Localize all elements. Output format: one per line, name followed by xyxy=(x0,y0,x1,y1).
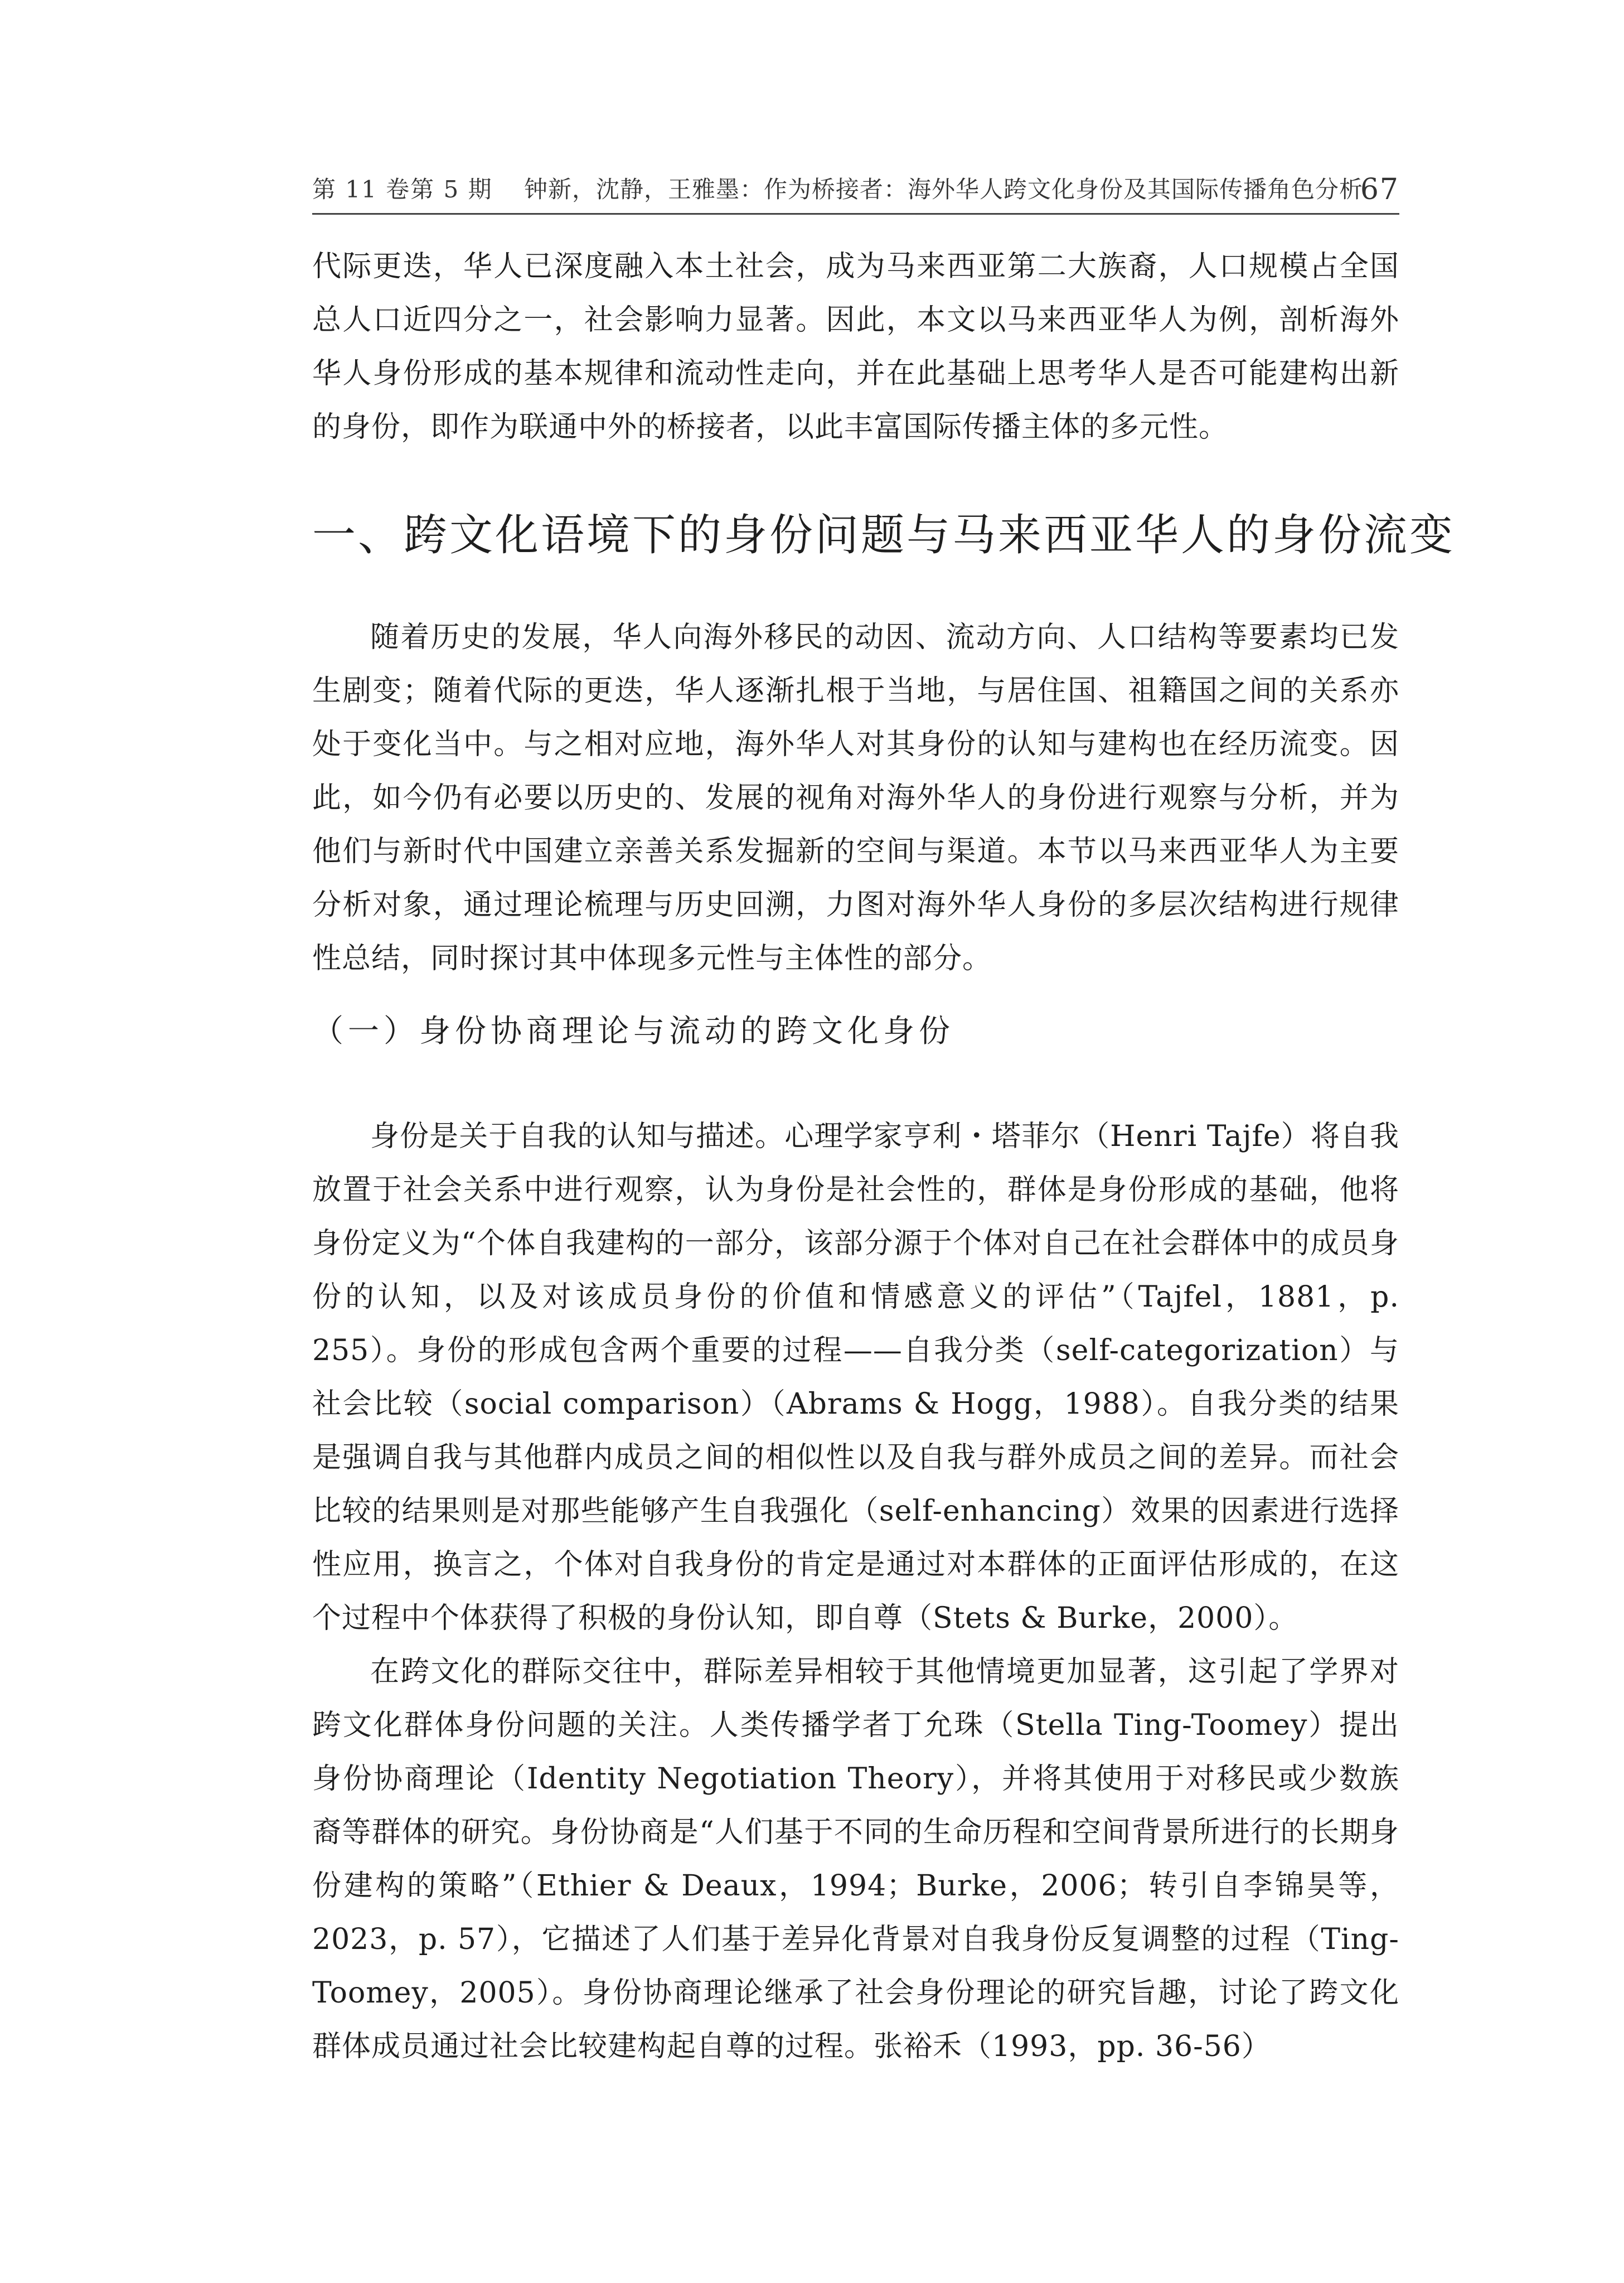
page-number: 67 xyxy=(1360,173,1399,206)
article-info: 钟新，沈静，王雅墨：作为桥接者：海外华人跨文化身份及其国际传播角色分析 xyxy=(524,176,1364,203)
subsection-heading: （一）身份协商理论与流动的跨文化身份 xyxy=(312,1013,954,1049)
journal-issue: 第 11 卷第 5 期 xyxy=(312,176,493,203)
paragraph-identity: 身份是关于自我的认知与描述。心理学家亨利・塔菲尔（Henri Tajfe）将自我放置于社会关系中进行观察，认为身份是社会性的，群体是身份形成的基础，他将身份定义为“个体自我建构的一部分，该部分源于个体对自己在社会群体中的成员身份的认知，以及对该成员身份的价值和情感意义的评估”（Tajfel，1881，p. 255）。身份的形成包含两个重要的过程——自我分类（self-categorization）与社会比较（social comparison）（Abrams & Hogg，1988）。自我分类的结果是强调自我与其他群内成员之间的相似性以及自我与群外成员之间的差异。而社会比较的结果则是对那些能够产生自我强化（self-enhancing）效果的因素进行选择性应用，换言之，个体对自我身份的肯定是通过对本群体的正面评估形成的，在这个过程中个体获得了积极的身份认知，即自尊（Stets & Burke，2000）。 xyxy=(312,1120,1399,1635)
running-header xyxy=(312,167,1399,212)
section-paragraph: 随着历史的发展，华人向海外移民的动因、流动方向、人口结构等要素均已发生剧变；随着代际的更迭，华人逐渐扎根于当地，与居住国、祖籍国之间的关系亦处于变化当中。与之相对应地，海外华人对其身份的认知与建构也在经历流变。因此，如今仍有必要以历史的、发展的视角对海外华人的身份进行观察与分析，并为他们与新时代中国建立亲善关系发掘新的空间与渠道。本节以马来西亚华人为主要分析对象，通过理论梳理与历史回溯，力图对海外华人身份的多层次结构进行规律性总结，同时探讨其中体现多元性与主体性的部分。 xyxy=(312,621,1399,975)
header-divider xyxy=(312,213,1399,215)
section-heading: 一、跨文化语境下的身份问题与马来西亚华人的身份流变 xyxy=(312,510,1456,560)
intro-paragraph: 代际更迭，华人已深度融入本土社会，成为马来西亚第二大族裔，人口规模占全国总人口近四分之一，社会影响力显著。因此，本文以马来西亚华人为例，剖析海外华人身份形成的基本规律和流动性走向，并在此基础上思考华人是否可能建构出新的身份，即作为联通中外的桥接者，以此丰富国际传播主体的多元性。 xyxy=(312,250,1399,444)
paragraph-negotiation: 在跨文化的群际交往中，群际差异相较于其他情境更加显著，这引起了学界对跨文化群体身份问题的关注。人类传播学者丁允珠（Stella Ting-Toomey）提出身份协商理论（Identity Negotiation Theory），并将其使用于对移民或少数族裔等群体的研究。身份协商是“人们基于不同的生命历程和空间背景所进行的长期身份建构的策略”（Ethier & Deaux，1994；Burke，2006；转引自李锦昊等，2023，p. 57），它描述了人们基于差异化背景对自我身份反复调整的过程（Ting-Toomey，2005）。身份协商理论继承了社会身份理论的研究旨趣，讨论了跨文化群体成员通过社会比较建构起自尊的过程。张裕禾（1993，pp. 36-56） xyxy=(312,1655,1399,2063)
